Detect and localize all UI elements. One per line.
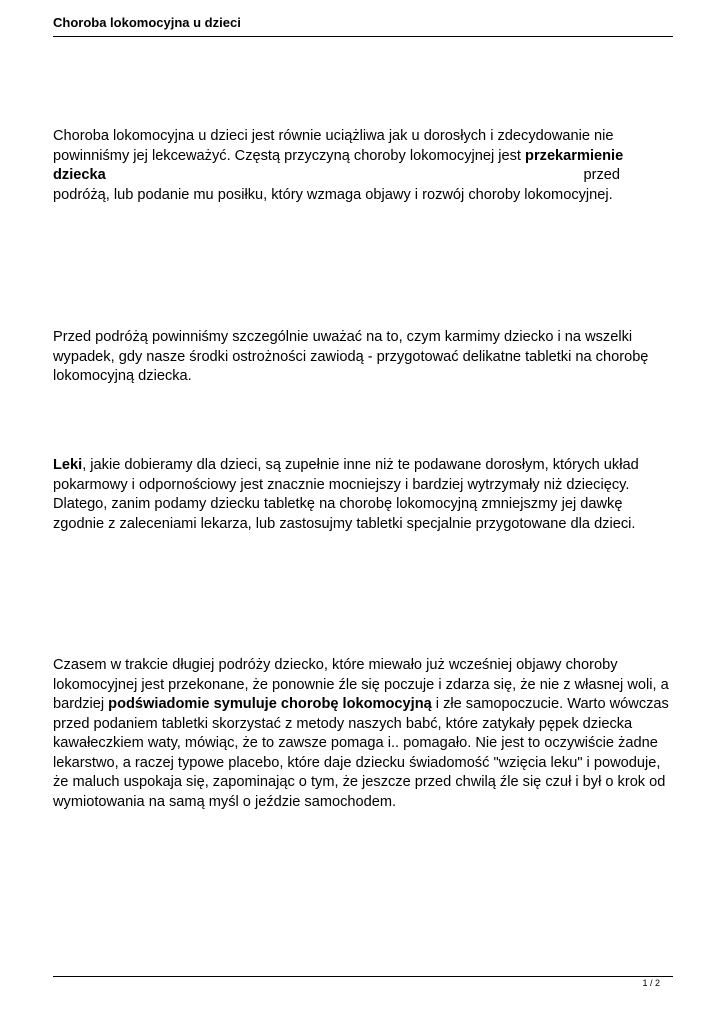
text-span: bardziej: [53, 696, 109, 712]
text-line: Czasem w trakcie długiej podróży dziecko, które miewało już wcześniej objawy choroby: [53, 657, 618, 673]
text-line: lokomocyjnej jest przekonane, że ponownie źle się poczuje i zdarza się, że nie z własnej woli, a: [53, 676, 669, 693]
paragraph-medicines: [53, 456, 673, 534]
text-line: pokarmowy i odpornościowy jest znacznie mocniejszy i bardziej wytrzymały niż dziecięcy.: [53, 476, 630, 493]
text-line: kawałeczkiem waty, mówiąc, że to zawsze pomaga i.. pomagało. Nie jest to oczywiście żadne: [53, 735, 658, 751]
text-line: [53, 456, 673, 476]
paragraph-placebo: [53, 656, 673, 812]
bold-phrase: Leki: [53, 457, 83, 473]
text-line: Przed podróżą powinniśmy szczególnie uważać na to, czym karmimy dziecko i na wszelki: [53, 329, 633, 345]
text-line: lokomocyjną dziecka.: [53, 368, 192, 384]
text-line: [53, 695, 673, 715]
bold-phrase: przekarmienie: [525, 147, 624, 164]
text-line: [53, 147, 673, 167]
footer-divider: [53, 976, 673, 977]
text-line: zgodnie z zaleceniami lekarza, lub zastosujmy tabletki specjalnie przygotowane dla dzieci.: [53, 515, 636, 532]
text-line: że maluch uspokaja się, zapominając o tym, że jeszcze przed chwilą źle się czuł i był o krok od: [53, 774, 666, 790]
text-line: [53, 166, 620, 186]
text-line: Dlatego, zanim podamy dziecku tabletkę na chorobę lokomocyjną zmniejszmy jej dawkę: [53, 496, 623, 512]
text-line: wymiotowania na samą myśl o jeździe samochodem.: [53, 793, 397, 810]
paragraph-preparation: [53, 328, 673, 387]
page-number: 1 / 2: [642, 978, 660, 988]
text-span: i złe samopoczucie. Warto wówczas: [431, 696, 669, 712]
text-line: Choroba lokomocyjna u dzieci jest równie uciążliwa jak u dorosłych i zdecydowanie nie: [53, 128, 614, 144]
bold-phrase: dziecka: [53, 167, 106, 183]
text-line: lekarstwo, a raczej typowe placebo, które daje dziecku świadomość "wzięcia leku" i powoduje,: [53, 754, 661, 771]
paragraph-intro: [53, 127, 673, 205]
text-span: powinniśmy jej lekceważyć. Częstą przyczyną choroby lokomocyjnej jest: [53, 147, 526, 164]
text-line: wypadek, gdy nasze środki ostrożności zawiodą - przygotować delikatne tabletki na chorobę: [53, 348, 649, 365]
page-header: [53, 10, 673, 37]
text-span: przed: [583, 167, 620, 183]
bold-phrase: podświadomie symuluje chorobę lokomocyjną: [108, 696, 432, 712]
document-title: Choroba lokomocyjna u dzieci: [53, 15, 241, 30]
text-line: podróżą, lub podanie mu posiłku, który wzmaga objawy i rozwój choroby lokomocyjnej.: [53, 186, 613, 203]
text-span: , jakie dobieramy dla dzieci, są zupełnie inne niż te podawane dorosłym, których układ: [82, 457, 639, 473]
text-line: przed podaniem tabletki skorzystać z metody naszych babć, które zatykały pępek dziecka: [53, 715, 633, 732]
